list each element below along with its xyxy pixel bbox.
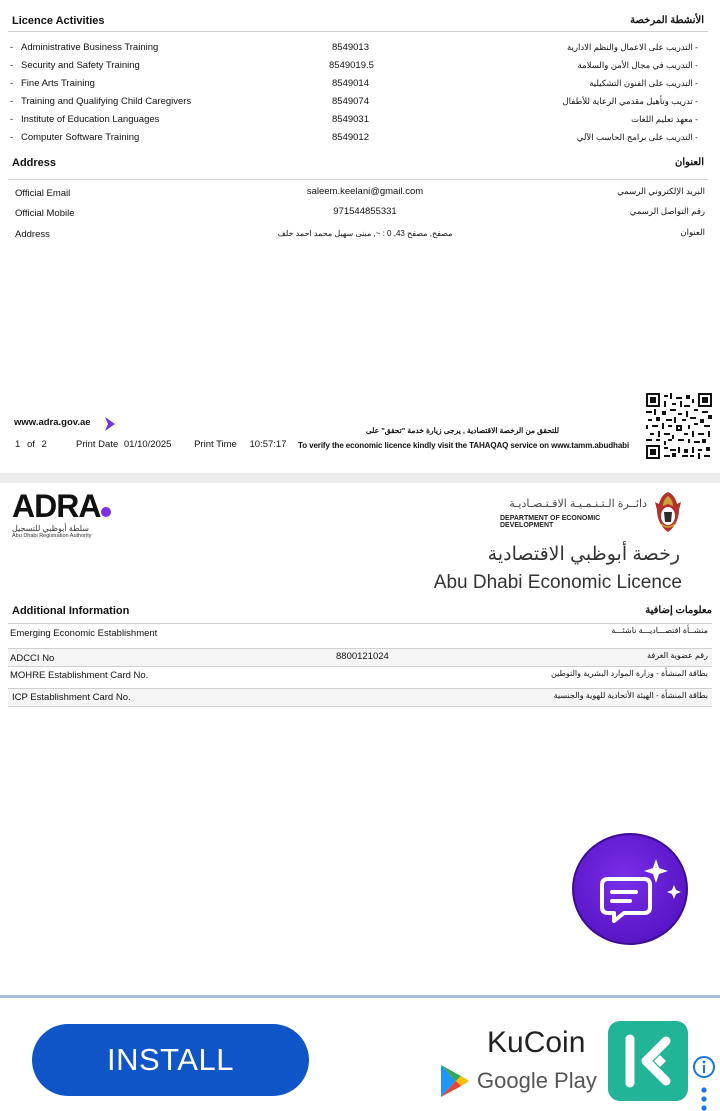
activity-code: 8549074 [332, 96, 369, 107]
activity-name-ar: - التدريب على برامج الحاسب الآلي [576, 132, 698, 142]
activity-row [0, 129, 720, 147]
activity-code: 8549031 [332, 114, 369, 125]
page-of: of [26, 439, 35, 450]
abu-dhabi-emblem-icon [651, 490, 685, 534]
activity-code: 8549014 [332, 78, 369, 89]
address-label: Address [15, 229, 50, 240]
activity-name: Fine Arts Training [21, 78, 95, 89]
chevron-right-icon [103, 416, 117, 432]
ded-name-ar: دائــرة الـتـنـمـيـة الاقـتـصـاديـة [509, 498, 647, 510]
activity-row [0, 75, 720, 93]
kucoin-app-icon[interactable] [608, 1021, 688, 1101]
activity-dash: - [10, 78, 14, 89]
qr-code-icon [646, 393, 712, 459]
additional-info-title-ar: معلومات إضافية [645, 605, 712, 616]
address-header [8, 148, 708, 180]
page-number [15, 439, 51, 450]
licence-activities-title-ar: الأنشطة المرخصة [630, 15, 704, 26]
address-label-ar: رقم التواصل الرسمي [629, 206, 705, 216]
install-button[interactable]: INSTALL [32, 1024, 309, 1096]
activity-name: Training and Qualifying Child Caregivers [21, 96, 192, 107]
activity-name-ar: - التدريب في مجال الأمن والسلامة [577, 60, 698, 70]
print-time: 10:57:17 [249, 439, 287, 450]
additional-info-label: ICP Establishment Card No. [12, 692, 131, 703]
additional-info-row [8, 667, 712, 689]
kucoin-logo-icon [608, 1021, 688, 1101]
ad-brand-name: KuCoin [487, 1026, 586, 1059]
address-title-ar: العنوان [675, 157, 704, 168]
additional-info-label: Emerging Economic Establishment [10, 628, 158, 639]
adra-website-link[interactable]: www.adra.gov.ae [14, 417, 91, 428]
activity-dash: - [10, 42, 14, 53]
activity-code: 8549013 [332, 42, 369, 53]
print-time-label: Print Time [194, 439, 237, 450]
google-play-label: Google Play [477, 1068, 597, 1093]
activity-name: Computer Software Training [21, 132, 140, 143]
activity-name-ar: - التدريب على الاعمال والنظم الادارية [567, 42, 698, 52]
licence-page-1 [0, 0, 720, 482]
additional-info-row [8, 649, 712, 667]
adra-logo-en: Abu Dhabi Registration Authority [12, 533, 92, 539]
info-icon[interactable] [692, 1055, 716, 1079]
ai-assistant-button[interactable] [572, 833, 688, 945]
additional-info-header [8, 597, 712, 624]
official-email-value: saleem.keelani@gmail.com [306, 186, 424, 197]
page-separator [0, 473, 720, 483]
activity-dash: - [10, 132, 14, 143]
adra-logo-dot [101, 507, 111, 517]
address-row [0, 184, 720, 204]
additional-info-row [8, 624, 712, 649]
print-date: 01/10/2025 [123, 439, 172, 450]
activity-row [0, 111, 720, 129]
licence-activities-header [8, 4, 708, 32]
additional-info-row [8, 689, 712, 707]
additional-info-label-ar: منشــأة اقتصـــاديـــة ناشئـــة [611, 626, 708, 635]
additional-info-label: MOHRE Establishment Card No. [10, 670, 149, 681]
adra-logo-text: ADRA [12, 488, 101, 524]
activity-row [0, 39, 720, 57]
activity-dash: - [10, 114, 14, 125]
activity-row [0, 93, 720, 111]
page-total: 2 [41, 439, 47, 450]
activity-name-ar: - تدريب وتأهيل مقدمي الرعاية للأطفال [562, 96, 698, 106]
activity-name: Institute of Education Languages [21, 114, 160, 125]
adra-logo [12, 490, 111, 539]
ded-name-en: DEPARTMENT OF ECONOMIC DEVELOPMENT [500, 515, 601, 529]
activity-dash: - [10, 60, 14, 71]
page-footer [0, 410, 720, 470]
activity-name-ar: - معهد تعليم اللغات [631, 114, 698, 124]
google-play-badge[interactable] [439, 1064, 599, 1100]
additional-info-label-ar: رقم عضوية الغرفة [647, 651, 708, 660]
address-label: Official Mobile [15, 208, 75, 219]
more-dots-icon[interactable] [700, 1086, 708, 1111]
verify-note-ar: للتحقق من الرخصة الاقتصادية , يرجى زيارة خدمة "تحقق" على [365, 426, 560, 435]
address-row [0, 204, 720, 224]
print-date-label: Print Date [76, 439, 119, 450]
activity-name: Administrative Business Training [21, 42, 159, 53]
address-title: Address [12, 157, 57, 169]
licence-title-ar: رخصة أبوظبي الاقتصادية [487, 544, 680, 565]
additional-info-label-ar: بطاقة المنشأة - الهيئة الأتحادية للهوية والجنسية [553, 691, 708, 700]
licence-title: Abu Dhabi Economic Licence [433, 572, 682, 593]
print-info [76, 439, 289, 450]
licence-activities-title: Licence Activities [12, 15, 105, 27]
adcci-number: 8800121024 [336, 651, 389, 662]
google-play-icon [439, 1064, 469, 1098]
ad-banner [0, 995, 720, 1111]
activity-row [0, 57, 720, 75]
address-label: Official Email [15, 188, 71, 199]
address-label-ar: البريد الإلكتروني الرسمي [617, 186, 705, 196]
address-row [0, 225, 720, 245]
activity-dash: - [10, 96, 14, 107]
additional-info-title: Additional Information [12, 605, 130, 617]
activity-code: 8549012 [332, 132, 369, 143]
additional-info-label: ADCCI No [10, 653, 55, 664]
ded-logo [500, 493, 685, 533]
adra-logo-ar: سلطة أبوظبي للتسجيل [12, 524, 89, 533]
verify-note: To verify the economic licence kindly visit the TAHAQAQ service on www.tamm.abudhabi [298, 441, 630, 450]
address-label-ar: العنوان [680, 227, 705, 237]
additional-info-label-ar: بطاقة المنشأة - وزارة الموارد البشرية والتوطين [551, 669, 708, 678]
official-mobile-value: 971544855331 [333, 206, 397, 217]
ai-sparkle-chat-icon [574, 835, 690, 947]
activity-name: Security and Safety Training [21, 60, 140, 71]
activity-name-ar: - التدريب على الفنون التشكيلية [589, 78, 698, 88]
activity-code: 8549019.5 [329, 60, 374, 71]
address-value: مصفح, مصفح 43, 0 : ~, مبنى سهيل محمد احمد خلف [277, 229, 453, 238]
page-current: 1 [15, 439, 21, 450]
